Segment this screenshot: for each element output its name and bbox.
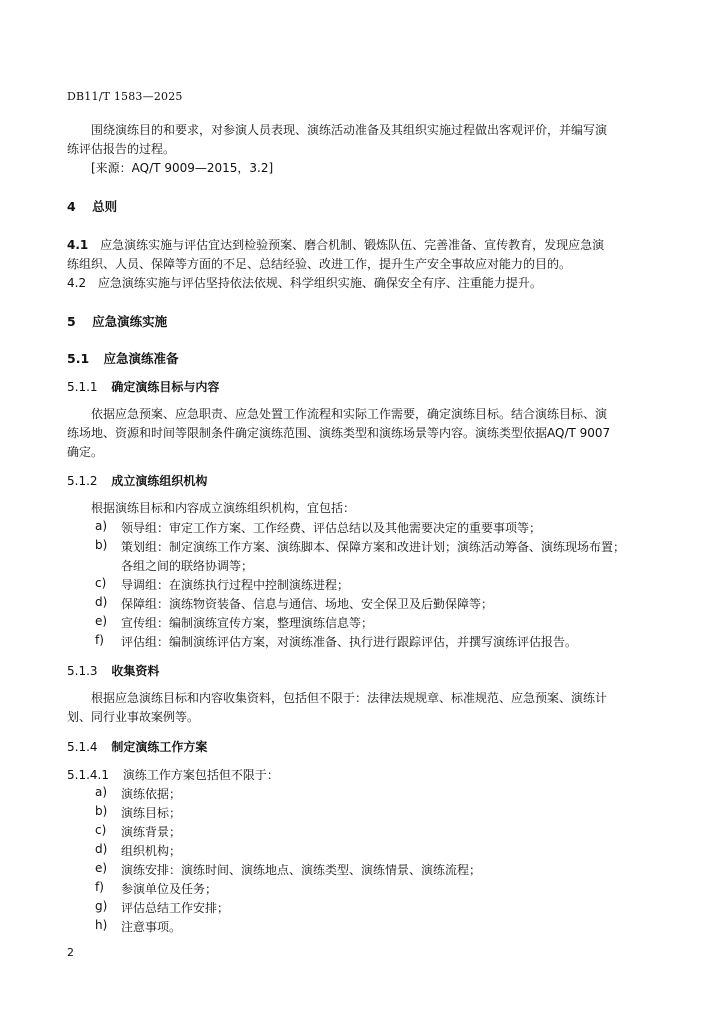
section-title: 制定演练工作方案 bbox=[111, 740, 208, 754]
list-item-letter: h) bbox=[95, 918, 108, 932]
section-5-1-heading bbox=[67, 349, 179, 367]
list-item-letter: c) bbox=[95, 576, 107, 590]
s511-line-2: 练场地、资源和时间等限制条件确定演练范围、演练类型和演练场景等内容。演练类型依据AQ/T 9007 bbox=[67, 426, 611, 440]
section-5-1-3-heading bbox=[67, 662, 159, 679]
section-number: 5.1.1 bbox=[67, 380, 98, 394]
list-item-text: 评估组：编制演练评估方案，对演练准备、执行进行跟踪评估，并撰写演练评估报告。 bbox=[121, 635, 578, 649]
list-item-text: 演练依据； bbox=[121, 787, 182, 801]
list-item-text: 注意事项。 bbox=[121, 920, 182, 934]
list-item-text: 演练目标； bbox=[121, 806, 182, 820]
section-5-1-1-heading bbox=[67, 378, 219, 395]
section-number: 5 bbox=[67, 314, 76, 329]
clause-4-1-line-1 bbox=[67, 236, 604, 253]
list-item-letter: e) bbox=[95, 861, 108, 875]
list-item-text: 导调组：在演练执行过程中控制演练进程； bbox=[121, 578, 350, 592]
s513-line-1: 根据应急演练目标和内容收集资料，包括但不限于：法律法规规章、标准规范、应急预案、演练计 bbox=[91, 691, 608, 705]
section-title: 确定演练目标与内容 bbox=[111, 380, 220, 394]
clause-number: 4.1 bbox=[67, 238, 89, 252]
list-item-letter: a) bbox=[95, 785, 108, 799]
list-item-letter: d) bbox=[95, 595, 108, 609]
list-item-text: 各组之间的联络协调等； bbox=[121, 559, 254, 573]
section-number: 5.1.2 bbox=[67, 474, 98, 488]
s513-line-2: 划、同行业事故案例等。 bbox=[67, 710, 200, 724]
list-item-letter: d) bbox=[95, 842, 108, 856]
list-item-letter: f) bbox=[95, 880, 104, 894]
section-title: 总则 bbox=[92, 199, 118, 214]
clause-5-1-4-1 bbox=[67, 766, 279, 783]
intro-line-2: 练评估报告的过程。 bbox=[67, 142, 176, 156]
list-item-text: 策划组：制定演练工作方案、演练脚本、保障方案和改进计划；演练活动筹备、演练现场布置； bbox=[121, 540, 626, 554]
section-5-1-4-heading bbox=[67, 738, 207, 755]
document-header: DB11/T 1583—2025 bbox=[67, 90, 183, 103]
list-item-letter: f) bbox=[95, 633, 104, 647]
section-title: 成立演练组织机构 bbox=[111, 474, 208, 488]
section-title: 收集资料 bbox=[111, 664, 160, 678]
list-item-text: 参演单位及任务； bbox=[121, 882, 218, 896]
list-item-text: 演练背景； bbox=[121, 825, 182, 839]
intro-source: [来源：AQ/T 9009—2015，3.2] bbox=[91, 161, 274, 175]
section-number: 5.1 bbox=[67, 351, 90, 366]
list-item-letter: a) bbox=[95, 519, 108, 533]
section-number: 4 bbox=[67, 199, 76, 214]
section-4-heading bbox=[67, 197, 117, 215]
clause-text: 应急演练实施与评估坚持依法依规、科学组织实施、确保安全有序、注重能力提升。 bbox=[97, 276, 542, 290]
s512-intro: 根据演练目标和内容成立演练组织机构，宜包括： bbox=[91, 501, 356, 515]
s511-line-3: 确定。 bbox=[67, 445, 104, 459]
list-item-text: 组织机构； bbox=[121, 844, 182, 858]
list-item-text: 演练安排：演练时间、演练地点、演练类型、演练情景、演练流程； bbox=[121, 863, 482, 877]
clause-4-2 bbox=[67, 274, 542, 291]
section-number: 5.1.4 bbox=[67, 740, 98, 754]
clause-4-1-line-2: 练组织、人员、保障等方面的不足、总结经验、改进工作，提升生产安全事故应对能力的目的。 bbox=[67, 257, 572, 271]
section-5-1-2-heading bbox=[67, 472, 207, 489]
list-item-text: 领导组：审定工作方案、工作经费、评估总结以及其他需要决定的重要事项等； bbox=[121, 521, 542, 535]
clause-text: 应急演练实施与评估宜达到检验预案、磨合机制、锻炼队伍、完善准备、宣传教育，发现应急演 bbox=[100, 238, 605, 252]
page-number: 2 bbox=[67, 946, 74, 959]
s511-line-1: 依据应急预案、应急职责、应急处置工作流程和实际工作需要，确定演练目标。结合演练目标、演 bbox=[91, 407, 608, 421]
list-item-letter: b) bbox=[95, 538, 108, 552]
section-number: 5.1.3 bbox=[67, 664, 98, 678]
section-title: 应急演练实施 bbox=[92, 314, 168, 329]
list-item-text: 宣传组：编制演练宣传方案，整理演练信息等； bbox=[121, 616, 374, 630]
section-title: 应急演练准备 bbox=[103, 351, 179, 366]
list-item-letter: g) bbox=[95, 899, 108, 913]
list-item-letter: c) bbox=[95, 823, 107, 837]
list-item-text: 保障组：演练物资装备、信息与通信、场地、安全保卫及后勤保障等； bbox=[121, 597, 494, 611]
clause-number: 4.2 bbox=[67, 276, 87, 290]
section-5-heading bbox=[67, 312, 167, 330]
clause-number: 5.1.4.1 bbox=[67, 768, 109, 782]
intro-line-1: 围绕演练目的和要求，对参演人员表现、演练活动准备及其组织实施过程做出客观评价，并编写演 bbox=[91, 123, 608, 137]
clause-text: 演练工作方案包括但不限于： bbox=[122, 768, 279, 782]
list-item-letter: e) bbox=[95, 614, 108, 628]
list-item-letter: b) bbox=[95, 804, 108, 818]
list-item-text: 评估总结工作安排； bbox=[121, 901, 230, 915]
